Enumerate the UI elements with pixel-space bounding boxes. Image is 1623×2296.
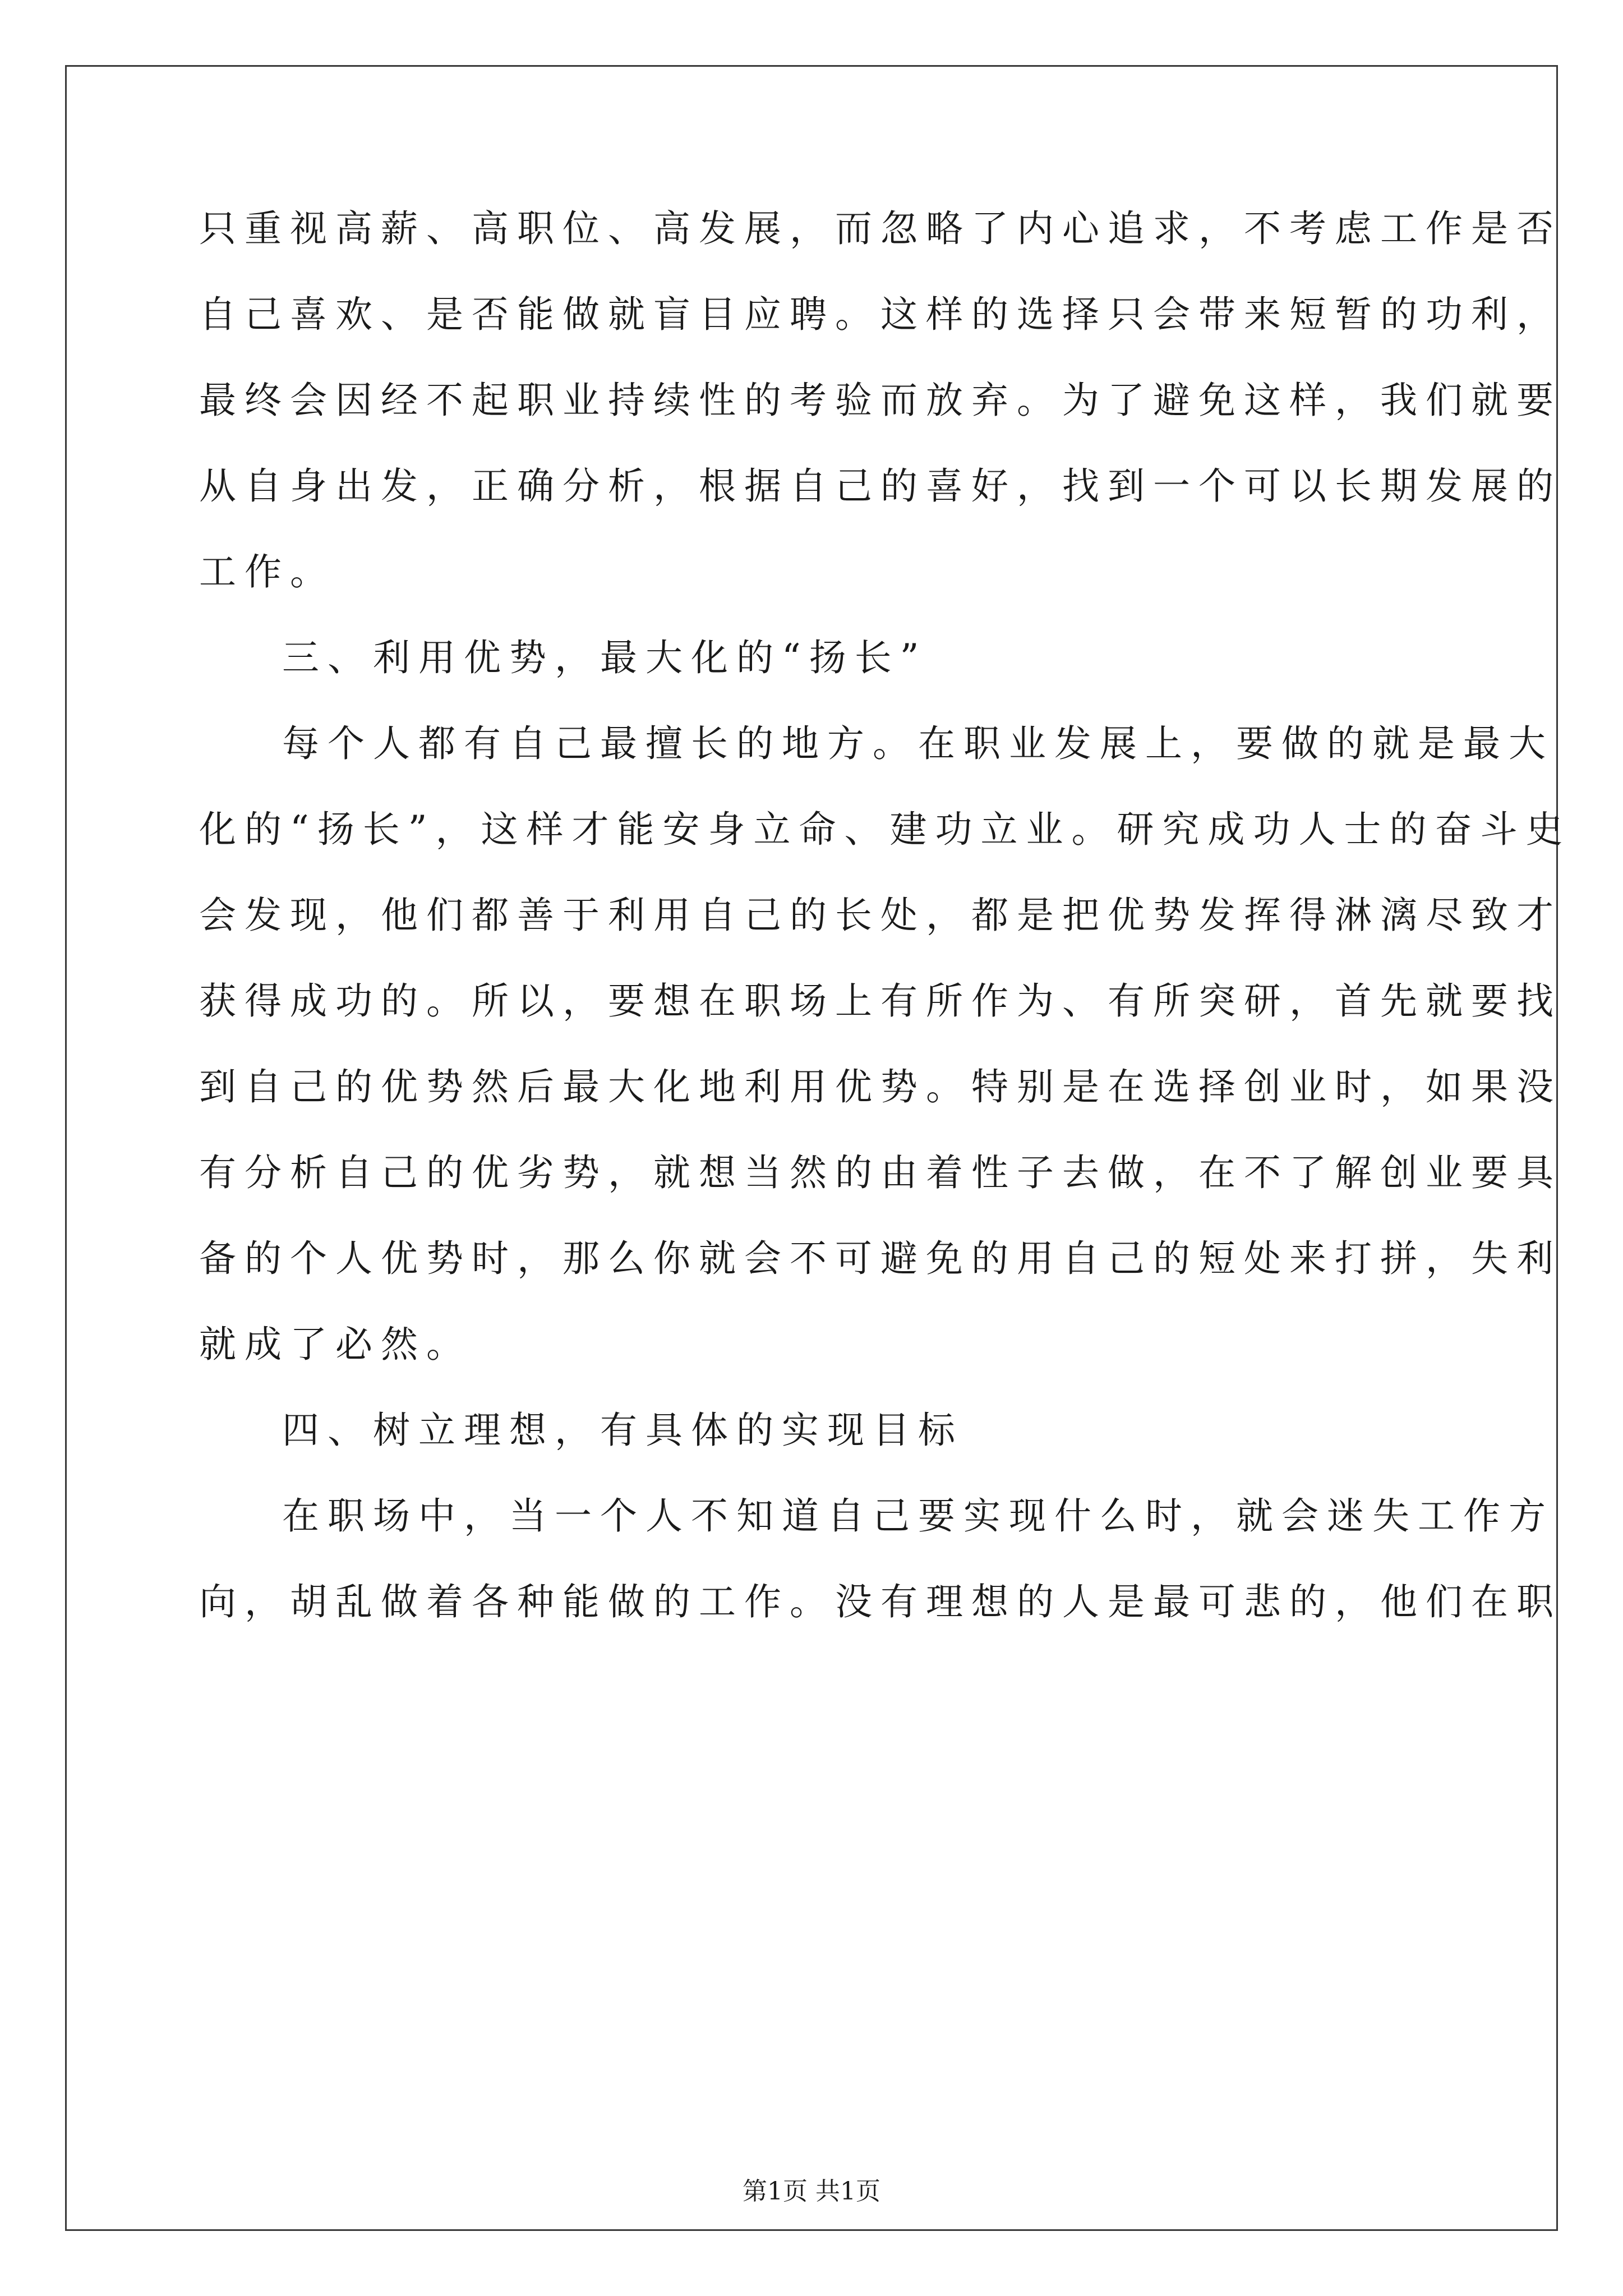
section-heading: 三、利用优势，最大化的“扬长” <box>282 636 928 679</box>
text-line: 向，胡乱做着各种能做的工作。没有理想的人是最可悲的，他们在职 <box>199 1580 1562 1623</box>
text-line: 化的“扬长”，这样才能安身立命、建功立业。研究成功人士的奋斗史 <box>199 808 1571 851</box>
text-line: 自己喜欢、是否能做就盲目应聘。这样的选择只会带来短暂的功利， <box>199 293 1562 336</box>
text-line: 会发现，他们都善于利用自己的长处，都是把优势发挥得淋漓尽致才 <box>199 894 1562 937</box>
section-heading: 四、树立理想，有具体的实现目标 <box>282 1409 963 1452</box>
page-footer: 第1页 共1页 <box>743 2177 880 2206</box>
text-line: 在职场中，当一个人不知道自己要实现什么时，就会迷失工作方 <box>282 1494 1554 1538</box>
text-line: 就成了必然。 <box>199 1323 472 1366</box>
text-line: 从自身出发，正确分析，根据自己的喜好，找到一个可以长期发展的 <box>199 464 1562 508</box>
text-line: 备的个人优势时，那么你就会不可避免的用自己的短处来打拼，失利 <box>199 1237 1562 1280</box>
text-line: 有分析自己的优劣势，就想当然的由着性子去做，在不了解创业要具 <box>199 1151 1562 1194</box>
text-line: 只重视高薪、高职位、高发展，而忽略了内心追求，不考虑工作是否 <box>199 207 1562 250</box>
text-line: 最终会因经不起职业持续性的考验而放弃。为了避免这样，我们就要 <box>199 379 1562 422</box>
text-line: 每个人都有自己最擅长的地方。在职业发展上，要做的就是最大 <box>282 722 1554 765</box>
text-line: 到自己的优势然后最大化地利用优势。特别是在选择创业时，如果没 <box>199 1065 1562 1108</box>
text-line: 工作。 <box>199 550 335 593</box>
text-line: 获得成功的。所以，要想在职场上有所作为、有所突研，首先就要找 <box>199 979 1562 1023</box>
